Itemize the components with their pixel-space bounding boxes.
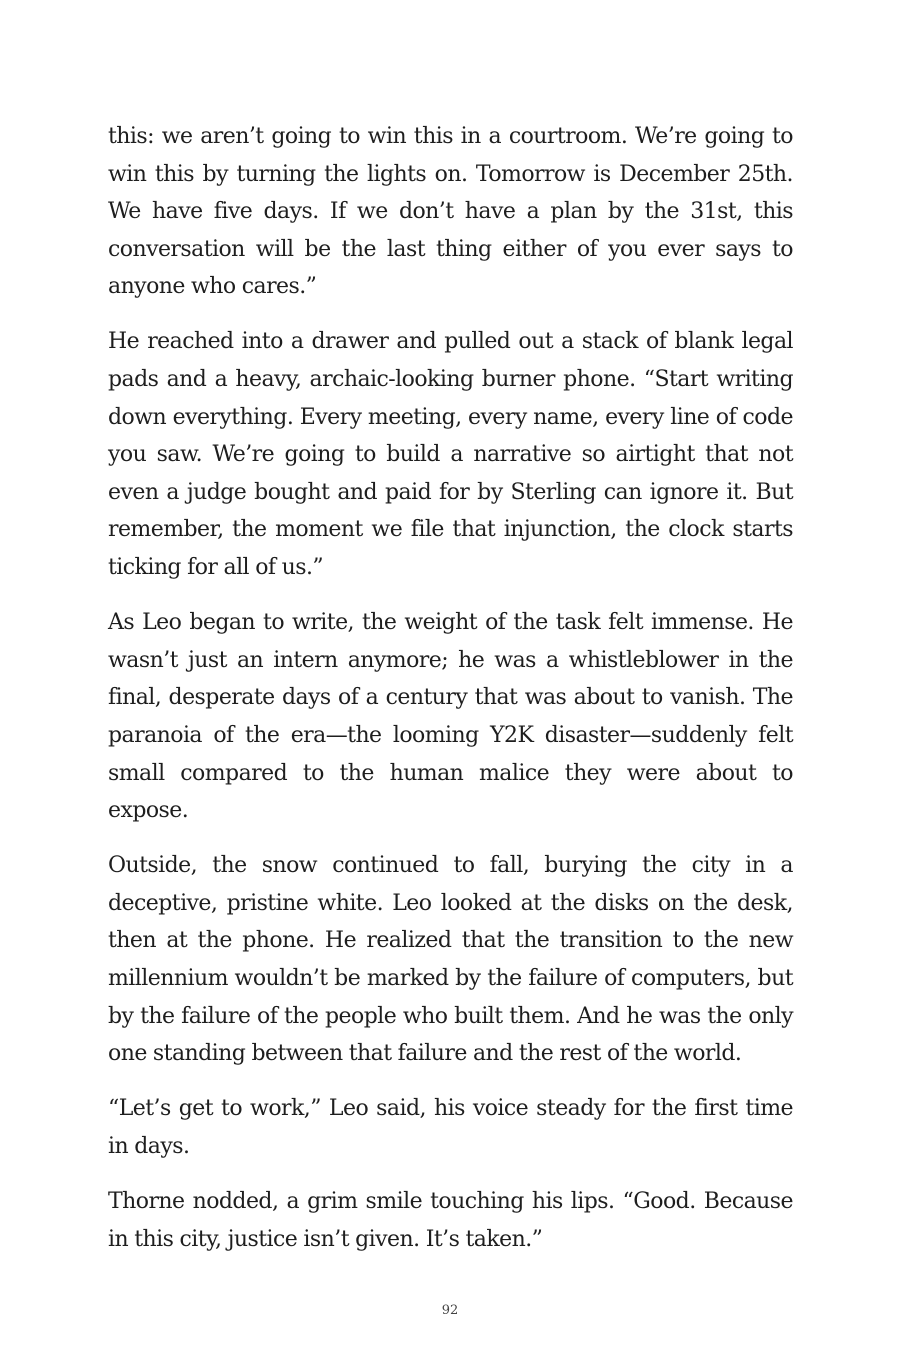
paragraph-5: “Let’s get to work,” Leo said, his voice steady for the first time in days. (108, 1096, 793, 1159)
paragraph-6: Thorne nodded, a grim smile touching his lips. “Good. Because in this city, justice isn’t given. It’s taken.” (108, 1188, 793, 1252)
page-number: 92 (441, 1303, 459, 1318)
paragraph-2: He reached into a drawer and pulled out a stack of blank legal pads and a heavy, archaic-looking burner phone. “Start writing down everything. Every meeting, every name, every line of code you saw. We’re going to build a narrative so airtight that not even a judge bought and paid for by Sterling can ignore it. But remember, the moment we file that injunction, the clock starts ticking for all of us.” (108, 329, 793, 581)
paragraph-4: Outside, the snow continued to fall, burying the city in a deceptive, pristine white. Leo looked at the disks on the desk, then at the phone. He realized that the transition to the new millennium wouldn’t be marked by the failure of computers, but by the failure of the people who built them. And he was the only one standing between that failure and the rest of the world. (108, 853, 793, 1067)
body-text (108, 118, 793, 1258)
paragraph-3: As Leo began to write, the weight of the task felt immense. He wasn’t just an intern anymore; he was a whistleblower in the final, desperate days of a century that was about to vanish. The paranoia of the era—the looming Y2K disaster—suddenly felt small compared to the human malice they were about to expose. (108, 610, 793, 824)
paragraph-1: this: we aren’t going to win this in a courtroom. We’re going to win this by turning the lights on. Tomorrow is December 25th. We have five days. If we don’t have a plan by the 31st, this conversation will be the last thing either of you ever says to anyone who cares.” (108, 124, 793, 300)
